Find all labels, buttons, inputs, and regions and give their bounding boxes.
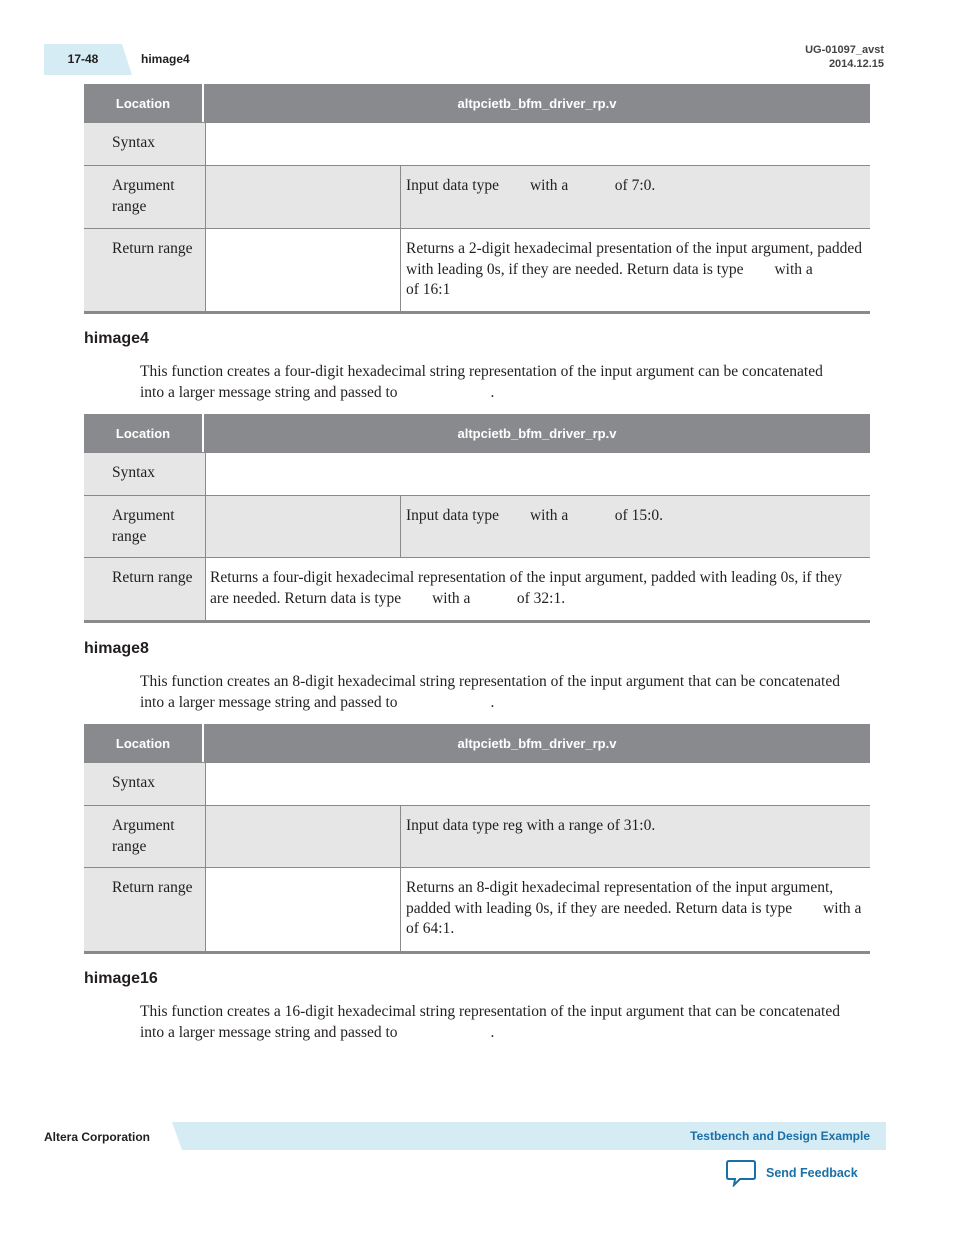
location-header: Location <box>84 84 204 122</box>
argument-name-cell <box>206 806 401 867</box>
location-value: altpcietb_bfm_driver_rp.v <box>457 735 617 751</box>
location-value: altpcietb_bfm_driver_rp.v <box>457 425 617 441</box>
page-number: 17-48 <box>67 52 99 66</box>
table-header <box>84 84 870 122</box>
syntax-row <box>84 122 870 165</box>
table-header <box>84 724 870 762</box>
argument-row <box>84 495 870 557</box>
send-feedback-label: Send Feedback <box>766 1166 858 1180</box>
section-title-himage4: himage4 <box>84 330 149 347</box>
return-row <box>84 557 870 620</box>
argument-label: Argument range <box>84 806 206 867</box>
send-feedback-link[interactable] <box>726 1158 858 1188</box>
section-text-himage4: This function creates a four-digit hexadecimal string representation of the input argument can be concatenated into a larger message string and passed to . <box>140 363 827 401</box>
syntax-value <box>206 453 870 495</box>
document-code: UG-01097_avst <box>805 44 884 56</box>
syntax-row <box>84 452 870 495</box>
document-id <box>805 43 884 71</box>
header-section-title: himage4 <box>141 52 190 66</box>
document-date: 2014.12.15 <box>828 58 884 70</box>
location-value: altpcietb_bfm_driver_rp.v <box>457 95 617 111</box>
return-label: Return range <box>84 868 206 951</box>
section-title-himage8: himage8 <box>84 640 149 657</box>
argument-name-cell <box>206 166 401 228</box>
return-value: Returns a 2-digit hexadecimal presentation of the input argument, padded with leading 0s, if they are needed. Return data is type with a of 16:1 <box>406 240 866 298</box>
argument-row <box>84 165 870 228</box>
syntax-row <box>84 762 870 805</box>
argument-row <box>84 805 870 867</box>
argument-value: Input data type with a of 15:0. <box>406 507 663 524</box>
syntax-label: Syntax <box>84 763 206 805</box>
argument-name-cell <box>206 496 401 557</box>
return-name-cell <box>206 868 401 951</box>
return-value: Returns a four-digit hexadecimal representation of the input argument, padded with leading 0s, if they are needed. Return data is type with a of 32:1. <box>210 569 847 607</box>
page-number-tab <box>44 44 132 75</box>
syntax-label: Syntax <box>84 123 206 165</box>
location-header: Location <box>84 414 204 452</box>
function-table-himage4 <box>84 414 870 623</box>
syntax-label: Syntax <box>84 453 206 495</box>
chat-bubble-icon <box>726 1159 756 1187</box>
function-table-himage2 <box>84 84 870 314</box>
return-row <box>84 867 908 951</box>
table-header <box>84 414 870 452</box>
return-label: Return range <box>84 558 206 620</box>
argument-label: Argument range <box>84 496 206 557</box>
section-title-himage16: himage16 <box>84 970 158 987</box>
return-name-cell <box>206 229 401 311</box>
return-value: Returns an 8-digit hexadecimal representation of the input argument, padded with leading 0s, if they are needed. Return data is type with a of 64:1. <box>406 879 908 937</box>
syntax-value <box>206 123 870 165</box>
return-label: Return range <box>84 229 206 311</box>
footer-chapter-band <box>172 1122 886 1150</box>
argument-value: Input data type with a of 7:0. <box>406 177 656 194</box>
function-table-himage8 <box>84 724 908 954</box>
syntax-value <box>206 763 870 805</box>
section-text-himage8: This function creates an 8-digit hexadecimal string representation of the input argument that can be concatenated into a larger message string and passed to . <box>140 673 844 711</box>
argument-label: Argument range <box>84 166 206 228</box>
location-header: Location <box>84 724 204 762</box>
return-row <box>84 228 870 311</box>
argument-value: Input data type reg with a range of 31:0. <box>406 817 656 834</box>
footer-chapter-title: Testbench and Design Example <box>690 1129 870 1143</box>
section-text-himage16: This function creates a 16-digit hexadecimal string representation of the input argument that can be concatenated into a larger message string and passed to . <box>140 1003 844 1041</box>
footer-company: Altera Corporation <box>44 1130 151 1144</box>
